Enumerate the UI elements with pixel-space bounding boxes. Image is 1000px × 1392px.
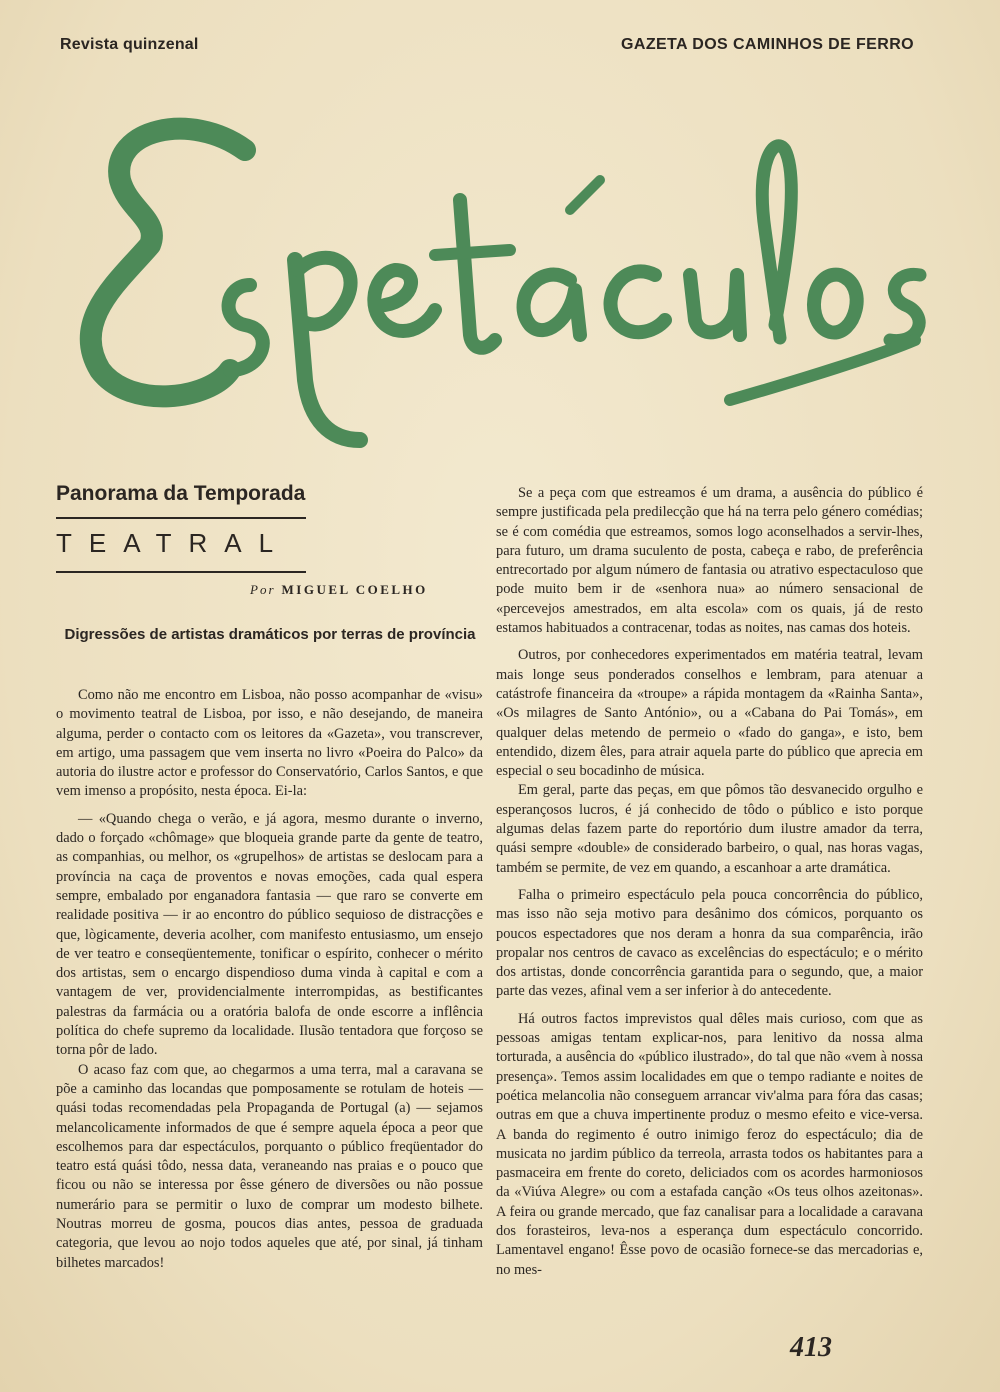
paragraph: Há outros factos imprevistos qual dêles mais curioso, com que as pessoas amigas tentam explicar-nos, para lenitivo da nossa alma torturada, a ausência do «público ilustrado», do tal que não «vem à nossa presença». Temos assim localidades em que o tempo radiante e noites de poética melancolia não conseguem arrancar viv'alma para fóra das casas; outras em que a chuva impertinente produz o mesmo efeito e vice-versa. A banda do regimento é outro inimigo feroz do espectáculo; dia de musicata no jardim público da terreola, arrasta todos os habitantes para a pasmaceira em frente do coreto, deliciados com os acordes harmoniosos da «Viúva Alegre» ou com a estafada canção «Os teus olhos azeitonas». A feira ou grande mercado, que faz canalisar para a localidade a caravana dos forasteiros, leva-nos a esperança dum espectáculo concorrido. Lamentavel engano! Êsse povo de ocasião fornece-se das mercadorias e, no mes- [496, 1010, 923, 1278]
byline-author: MIGUEL COELHO [281, 582, 428, 597]
paragraph: Em geral, parte das peças, em que pômos tão desvanecido orgulho e esperançosos lucros, é já conhecido de tôdo o público e isto porque algumas delas fazem parte do reportório dum ilustre amador da terra, quási sempre «double» de considerado barbeiro, o qual, nas horas vagas, também se permite, de vez em quando, a escanhoar a arte dramática. [496, 782, 923, 876]
article-subheading: Digressões de artistas dramáticos por terras de província [64, 626, 476, 643]
byline-prefix: Por [250, 582, 276, 597]
article-column-left [56, 686, 483, 1273]
section-title: Panorama da Temporada [56, 482, 306, 505]
magazine-frequency: Revista quinzenal [60, 36, 199, 53]
page-number: 413 [790, 1332, 832, 1363]
title-script-art [40, 70, 960, 470]
paragraph: — «Quando chega o verão, e já agora, mesmo durante o inverno, dado o forçado «chômage» que bloqueia grande parte da gente de teatro, as companhias, ou melhor, os «grupelhos» de artistas se deslocam para a província na caça de proventos e novas emoções, cada qual espera sempre, embalado por enganadora fantasia — que raro se converte em realidade positiva — ir ao encontro do público sequioso de distracções e que, lògicamente, deveria acolher, com manifesto entusiasmo, um ensejo de ver teatro e conseqüentemente, tonificar o espírito, conhecer o mérito dos artistas, sem o encargo dispendioso duma vinda à capital e com a vantagem de ver, providencialmente interrompidas, as bestificantes palestras da farmácia ou a oratória balofa de onde escorre a inflência política do chefe supremo da localidade. Ilusão tentadora que forçoso se torna pôr de lado. [56, 810, 483, 1059]
magazine-name: GAZETA DOS CAMINHOS DE FERRO [621, 36, 914, 53]
paragraph: O acaso faz com que, ao chegarmos a uma terra, mal a caravana se põe a caminho das locandas que pomposamente se rotulam de hoteis — quási todas recomendadas pela Propaganda de Portugal (a) — sejamos melancolicamente informados de que é sempre aquela época a peor que escolhemos para dar espectáculos, porquanto o público freqüentador do teatro está quási tôdo, nessa data, veraneando nas praias e o pouco que ficou ou não se interessa por êsse género de diversões ou não possue numerário para se permitir o luxo de comprar um modesto bilhete. Noutras morreu de gosma, poucos dias antes, pessoa de graduada categoria, que levou ao nojo todos aqueles que até, por sinal, já tinham bilhetes marcados! [56, 1061, 483, 1271]
paragraph: Falha o primeiro espectáculo pela pouca concorrência do público, mas isso não seja motivo para desânimo dos cómicos, porquanto os poucos espectadores que nos deram a honra da sua comparência, irão propalar nos centros de cavaco as excelências do espectáculo; e o mérito dos artistas, donde concorrência garantida para o segundo, que, a maior parte das vezes, afinal vem a ser inferior à do antecedente. [496, 886, 923, 1000]
byline [250, 582, 428, 598]
heading-divider [56, 571, 306, 573]
paragraph: Como não me encontro em Lisboa, não posso acompanhar de «visu» o movimento teatral de Lisboa, por isso, e não desejando, de maneira alguma, perder o contacto com os leitores da «Gazeta», vou transcrever, em artigo, uma passagem que vem inserta no livro «Poeira do Palco» da autoria do ilustre actor e professor do Conservatório, Carlos Santos, e que vem imenso a propósito, nesta época. Ei-la: [56, 687, 483, 800]
article-column-right [496, 484, 923, 1280]
title-divider [56, 517, 306, 519]
paragraph: Se a peça com que estreamos é um drama, a ausência do público é sempre justificada pela predilecção que há na terra pelo género comédias; se é com comédia que estreamos, somos logo aconselhados a servir-lhes, para futuro, um drama suculento de posta, cabeça e rabo, de preferência entrecortado por algum número de fantasia ou atrativo espectaculoso que pode muito bem ir de «senhora nua» ao número sensacional de «percevejos amestrados, em alta escola» com os quais, já de resto estamos habituados a contracenar, todas as noites, nas camas dos hoteis. [496, 485, 923, 637]
section-heading: TEATRAL [56, 528, 291, 558]
paragraph: Outros, por conhecedores experimentados em matéria teatral, levam mais longe seus ponderados conselhos e lembram, para atenuar a catástrofe financeira da «troupe» a rápida montagem da «Rainha Santa», «Os milagres de Santo António», ou a «Cabana do Pai Tomás», em qualquer delas metendo de permeio o «fado do ganga», e isto, bem entendido, dizem êles, para atrair aquela parte do público que aprecia em especial o seu bocadinho de música. [496, 647, 923, 780]
